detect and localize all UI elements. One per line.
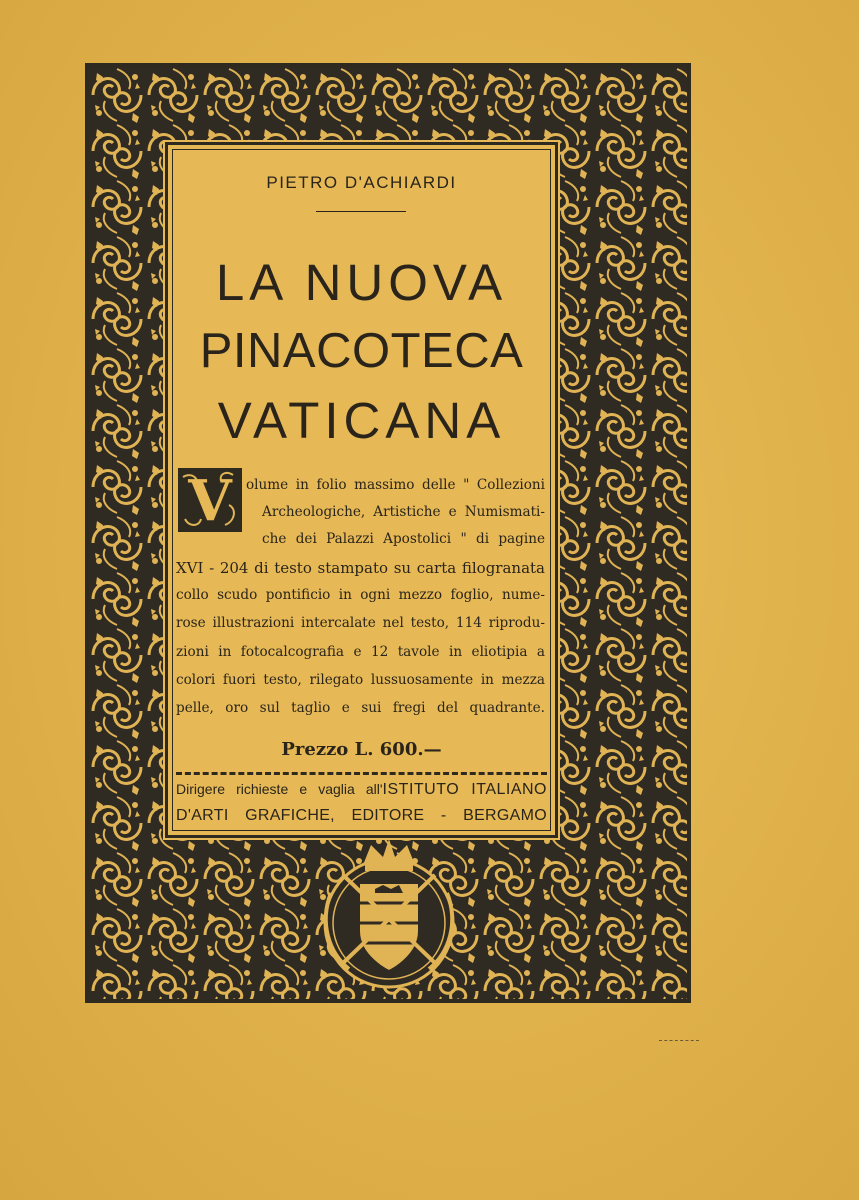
title-panel <box>165 142 558 838</box>
publisher-intro: Dirigere richieste e vaglia all' <box>176 781 383 797</box>
description-line: zioni in fotocalcografia e 12 tavole in eliotipia a <box>176 644 545 660</box>
publisher-line-2: D'ARTI GRAFICHE, EDITORE - BERGAMO <box>176 807 547 824</box>
description-line: collo scudo pontificio in ogni mezzo foglio, nume- <box>176 587 545 603</box>
dropcap <box>178 468 242 532</box>
title-line-3: VATICANA <box>217 392 506 449</box>
pencil-mark <box>659 1040 699 1041</box>
dropcap-letter: V <box>188 468 232 532</box>
dashed-divider <box>176 772 547 775</box>
publisher-line-1 <box>176 781 547 799</box>
description-line: pelle, oro sul taglio e sui fregi del quadrante. <box>176 700 545 716</box>
description-line: che dei Palazzi Apostolici " di pagine <box>262 531 545 547</box>
title-line-2: PINACOTECA <box>199 324 524 378</box>
author-divider <box>316 211 406 212</box>
description-line: rose illustrazioni intercalate nel testo, 114 riprodu- <box>176 615 545 631</box>
price: Prezzo L. 600.— <box>281 739 442 760</box>
description-line: colori fuori testo, rilegato lussuosamente in mezza <box>176 672 545 688</box>
description-line: XVI - 204 di testo stampato su carta filogranata <box>176 559 545 577</box>
title-line-1: LA NUOVA <box>215 254 508 311</box>
author-name: PIETRO D'ACHIARDI <box>266 173 457 192</box>
description-line: olume in folio massimo delle " Collezioni <box>246 477 545 493</box>
publisher-name: ISTITUTO ITALIANO <box>382 781 548 798</box>
description-line: Archeologiche, Artistiche e Numismati- <box>262 504 545 520</box>
